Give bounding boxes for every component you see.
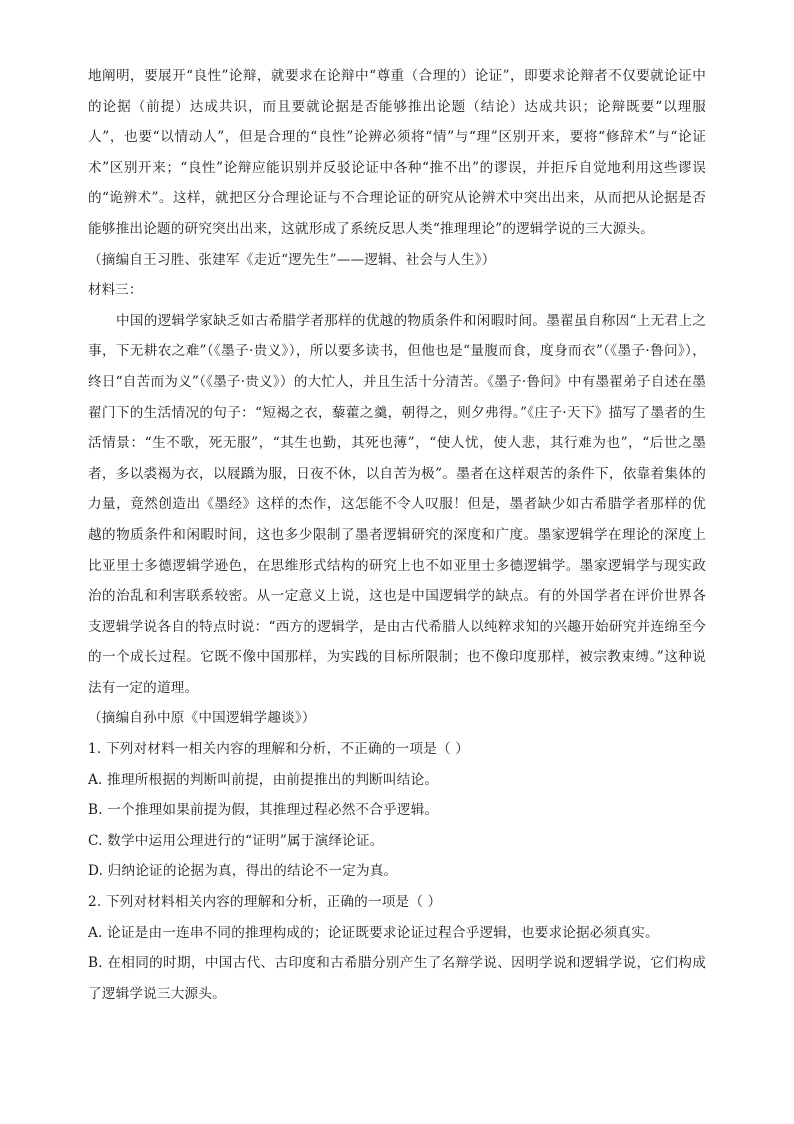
question-1-stem: 1. 下列对材料一相关内容的理解和分析，不正确的一项是（ ） xyxy=(88,741,470,758)
question-2 xyxy=(88,887,706,1009)
material3-body-paragraph: 中国的逻辑学家缺乏如古希腊学者那样的优越的物质条件和闲暇时间。墨翟虽自称因“上无君上之事，下无耕农之难”（《墨子·贵义》），所以要多读书，但他也是“量腹而食，度身而衣”（《墨子·鲁问》），终日“自苦而为义”（《墨子·贵义》）的大忙人，并且生活十分清苦。《墨子·鲁问》中有墨翟弟子自述在墨翟门下的生活情况的句子：“短褐之衣，藜藿之羹，朝得之，则夕弗得。”《庄子·天下》描写了墨者的生活情景：“生不歌，死无服”，“其生也勤，其死也薄”，“使人忧，使人悲，其行难为也”，“后世之墨者，多以裘褐为衣，以屐蹻为服，日夜不休，以自苦为极”。墨者在这样艰苦的条件下，依靠着集体的力量，竟然创造出《墨经》这样的杰作，这怎能不令人叹服！但是，墨者缺少如古希腊学者那样的优越的物质条件和闲暇时间，这也多少限制了墨者逻辑研究的深度和广度。墨家逻辑学在理论的深度上比亚里士多德逻辑学逊色，在思维形式结构的研究上也不如亚里士多德逻辑学。墨家逻辑学与现实政治的治乱和利害联系较密。从一定意义上说，这也是中国逻辑学的缺点。有的外国学者在评价世界各支逻辑学说各自的特点时说：“西方的逻辑学，是由古代希腊人以纯粹求知的兴趣开始研究并连绵至今的一个成长过程。它既不像中国那样，为实践的目标所限制；也不像印度那样，被宗教束缚。”这种说法有一定的道理。 xyxy=(88,312,706,696)
passage2-source-citation: （摘编自王习胜、张建军《走近“逻先生”——逻辑、社会与人生》） xyxy=(88,251,496,268)
question-1-option-a: A. 推理所根据的判断叫前提，由前提推出的判断叫结论。 xyxy=(88,771,439,788)
question-2-option-b: B. 在相同的时期，中国古代、古印度和古希腊分别产生了名辩学说、因明学说和逻辑学说，它们构成了逻辑学说三大源头。 xyxy=(88,955,706,1002)
question-1-option-b: B. 一个推理如果前提为假，其推理过程必然不合乎逻辑。 xyxy=(88,802,439,819)
question-2-option-a: A. 论证是由一连串不同的推理构成的；论证既要求论证过程合乎逻辑，也要求论据必须真实。 xyxy=(88,924,659,941)
material3-source-citation: （摘编自孙中原《中国逻辑学趣谈》） xyxy=(88,710,316,727)
question-1-option-d: D. 归纳论证的论据为真，得出的结论不一定为真。 xyxy=(88,863,398,880)
passage2-tail-paragraph: 地阐明，要展开“良性”论辩，就要求在论辩中“尊重（合理的）论证”，即要求论辩者不仅要就论证中的论据（前提）达成共识，而且要就论据是否能够推出论题（结论）达成共识；论辩既要“以理服人”，也要“以情动人”，但是合理的“良性”论辨必须将“情”与“理”区别开来，要将“修辞术”与“论证术”区别开来；“良性”论辩应能识别并反驳论证中各种“推不出”的谬误，并拒斥自觉地利用这些谬误的“诡辨术”。这样，就把区分合理论证与不合理论证的研究从论辨术中突出出来，从而把从论据是否能够推出论题的研究突出出来，这就形成了系统反思人类“推理理论”的逻辑学说的三大源头。 xyxy=(88,68,706,237)
material3-heading: 材料三： xyxy=(88,282,143,299)
question-1 xyxy=(88,734,706,887)
question-2-stem: 2. 下列对材料相关内容的理解和分析，正确的一项是（ ） xyxy=(88,894,442,911)
question-1-option-c: C. 数学中运用公理进行的“证明”属于演绎论证。 xyxy=(88,832,384,849)
